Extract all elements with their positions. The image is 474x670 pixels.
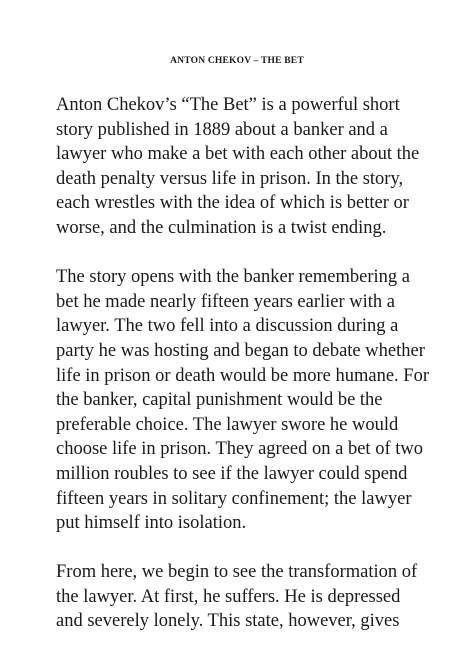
paragraph-spacer <box>56 536 426 561</box>
paragraph-line: preferable choice. The lawyer swore he would <box>56 414 399 435</box>
paragraph-line: each wrestles with the idea of which is better or <box>56 193 409 214</box>
paragraph-line: The story opens with the banker remembering a <box>56 267 410 288</box>
paragraph-line: life in prison or death would be more humane. For <box>56 365 429 386</box>
paragraph-line: story published in 1889 about a banker and a <box>56 119 388 140</box>
paragraph-line: worse, and the culmination is a twist ending. <box>56 217 387 238</box>
document-body <box>56 93 429 634</box>
paragraph-line: bet he made nearly fifteen years earlier with a <box>56 291 395 312</box>
paragraph-line: death penalty versus life in prison. In the story, <box>56 168 404 189</box>
paragraph-line: choose life in prison. They agreed on a bet of two <box>56 439 423 460</box>
paragraph-line: the banker, capital punishment would be the <box>56 390 383 411</box>
paragraph-line: the lawyer. At first, he suffers. He is depressed <box>56 586 401 607</box>
paragraph-line: party he was hosting and began to debate whether <box>56 340 425 361</box>
paragraph-line: million roubles to see if the lawyer could spend <box>56 463 408 484</box>
paragraph-line: From here, we begin to see the transformation of <box>56 562 418 583</box>
paragraph-spacer <box>56 241 426 266</box>
paragraph-line: fifteen years in solitary confinement; the lawyer <box>56 488 412 509</box>
paragraph-line: Anton Chekov’s “The Bet” is a powerful short <box>56 95 400 115</box>
page-header: ANTON CHEKOV – THE BET <box>170 56 304 66</box>
paragraph-line: lawyer who make a bet with each other about the <box>56 144 420 165</box>
paragraph-line: put himself into isolation. <box>56 513 247 534</box>
paragraph-line: and severely lonely. This state, however, gives <box>56 611 400 632</box>
paragraph-2 <box>56 265 429 536</box>
paragraph-3 <box>56 560 426 634</box>
paragraph-line: lawyer. The two fell into a discussion during a <box>56 316 399 337</box>
paragraph-1 <box>56 93 426 241</box>
